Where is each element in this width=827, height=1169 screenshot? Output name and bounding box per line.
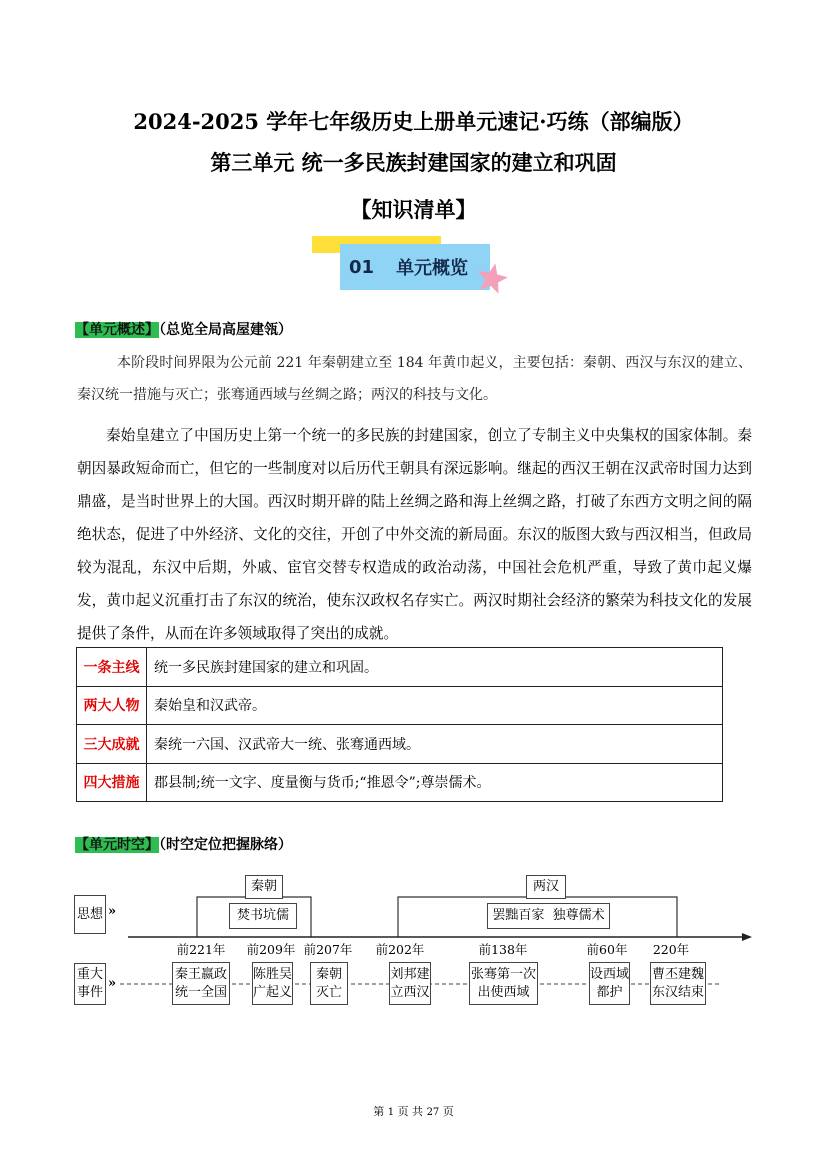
row-value: 统一多民族封建国家的建立和巩固。 [147,648,723,687]
overview-tag-note: （总览全局高屋建瓴） [159,322,292,338]
event-line: 东汉结束 [651,984,704,1000]
timeline-date-label: 前207年 [303,942,353,957]
unit-title: 第三单元 统一多民族封建国家的建立和巩固 [210,150,617,175]
event-line: 秦王嬴政 [174,966,227,982]
section-banner [312,236,517,298]
timeline-event-box [172,962,230,1005]
table-row [77,725,723,764]
row-key: 四大措施 [77,763,147,802]
period-idea: 焚书坑儒 [236,908,289,923]
events-row-label [74,963,106,1005]
section-title: 【知识清单】 [350,197,477,222]
event-line: 出使西域 [477,984,530,1000]
banner-number: 01 [349,256,375,278]
timeline-heading [75,835,292,855]
event-line: 秦朝 [315,966,342,982]
overview-heading [75,320,292,340]
thought-row-text: 思想 [76,906,103,922]
event-line: 曹丕建魏 [651,966,704,982]
timeline-date-label: 前202年 [375,942,425,957]
timeline-date-label: 前138年 [478,942,528,957]
summary-table [76,647,723,802]
timeline-date-label: 前221年 [176,942,226,957]
document-title: 2024-2025 学年七年级历史上册单元速记·巧练（部编版） [133,109,694,134]
page-footer [0,1104,827,1121]
event-line: 广起义 [253,984,293,1000]
timeline-date-label: 前60年 [586,942,628,957]
overview-paragraph: 本阶段时间界限为公元前 221 年秦朝建立至 184 年黄巾起义，主要包括：秦朝、西汉与东汉的建立、秦汉统一措施与灭亡；张骞通西域与丝绸之路；两汉的科技与文化。 [77,355,752,403]
event-line: 灭亡 [315,984,342,1000]
event-line: 张骞第一次 [470,966,536,982]
row-value: 秦始皇和汉武帝。 [147,686,723,725]
banner-label: 单元概览 [396,258,469,279]
table-row [77,648,723,687]
banner-box [340,244,490,290]
footer-suffix: 页 [442,1105,454,1118]
event-line: 陈胜吴 [253,966,293,982]
event-line: 设西域 [590,966,630,982]
period-name: 两汉 [532,879,559,894]
timeline-event-box [589,962,630,1005]
event-line: 刘邦建 [390,966,430,982]
row-value: 秦统一六国、汉武帝大一统、张骞通西域。 [147,725,723,764]
period-idea-han [487,903,610,929]
row-value: 郡县制;统一文字、度量衡与货币;“推恩令”;尊崇儒术。 [147,763,723,802]
events-row-text: 重大 [76,967,103,982]
timeline-event-box [252,962,293,1005]
star-icon [475,262,509,296]
chevron-right-icon: » [108,904,117,919]
footer-prefix: 第 [373,1105,385,1118]
timeline-event-box [650,962,706,1005]
events-row-text: 事件 [76,985,103,1000]
table-row [77,763,723,802]
timeline-arrowhead [742,933,752,941]
footer-total-pages: 27 [426,1107,440,1118]
overview-paragraph: 秦始皇建立了中国历史上第一个统一的多民族的封建国家，创立了专制主义中央集权的国家体制。秦朝因暴政短命而亡，但它的一些制度对以后历代王朝具有深远影响。继起的西汉王朝在汉武帝时国力达到鼎盛，是当时世界上的大国。西汉时期开辟的陆上丝绸之路和海上丝绸之路，打破了东西方文明之间的隔绝状态，促进了中外经济、文化的交往，开创了中外交流的新局面。东汉的版图大致与西汉相当，但政局较为混乱，东汉中后期，外戚、宦官交替专权造成的政治动荡，中国社会危机严重，导致了黄巾起义爆发，黄巾起义沉重打击了东汉的统治，使东汉政权名存实亡。两汉时期社会经济的繁荣为科技文化的发展提供了条件，从而在许多领域取得了突出的成就。 [77,426,752,642]
event-line: 立西汉 [390,984,430,1000]
table-row [77,686,723,725]
timeline-event-box [469,962,538,1005]
row-key: 两大人物 [77,686,147,725]
timeline-date-label: 前209年 [246,942,296,957]
period-label-qin [245,875,283,899]
timeline-tag-note: （时空定位把握脉络） [159,837,292,853]
timeline-event-box [389,962,431,1005]
timeline-diagram [0,860,827,1010]
row-key: 一条主线 [77,648,147,687]
chevron-right-icon: » [108,976,117,991]
period-name: 秦朝 [250,879,277,894]
timeline-date-label: 220年 [652,942,690,957]
timeline-tag: 【单元时空】 [75,837,159,853]
row-key: 三大成就 [77,725,147,764]
timeline-event-box [310,962,348,1005]
overview-tag: 【单元概述】 [75,322,159,338]
footer-middle: 页 共 [397,1105,424,1118]
event-line: 统一全国 [174,984,227,1000]
event-line: 都护 [596,984,623,1000]
period-idea: 罢黜百家 独尊儒术 [492,908,605,923]
period-idea-qin [229,903,297,929]
period-label-han [526,875,566,899]
footer-page-number: 1 [387,1107,395,1118]
thought-row-label [74,895,106,934]
